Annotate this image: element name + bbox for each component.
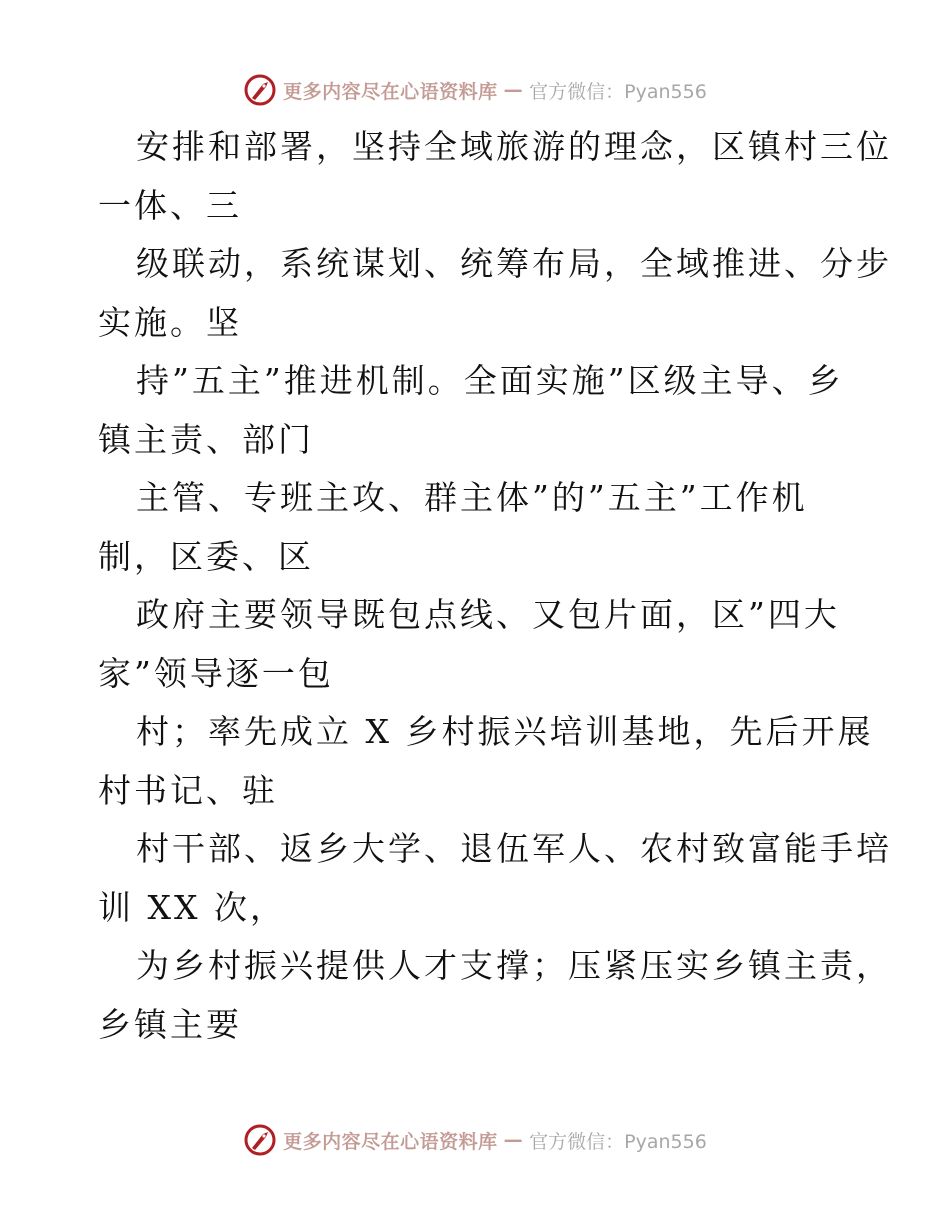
line-continuation: 乡镇主要	[98, 1004, 242, 1044]
footer-watermark	[0, 1120, 950, 1160]
header-watermark-row	[243, 73, 707, 107]
footer-watermark-main: 更多内容尽在心语资料库	[283, 1130, 498, 1153]
footer-watermark-row	[243, 1123, 707, 1157]
line-continuation: 实施。坚	[98, 302, 242, 342]
header-watermark-main: 更多内容尽在心语资料库	[283, 80, 498, 103]
header-watermark	[0, 70, 950, 110]
paragraph-line	[98, 235, 892, 352]
paragraph-line	[98, 469, 878, 586]
line-continuation: 训 XX 次，	[98, 887, 286, 927]
line-start: 主管、专班主攻、群主体”的”五主”工作机	[136, 478, 808, 517]
paragraph-line	[98, 352, 878, 469]
pen-nib-logo-icon	[243, 73, 277, 107]
line-continuation: 家”领导逐一包	[98, 653, 334, 693]
line-start: 政府主要领导既包点线、又包片面，区”四大	[136, 595, 840, 634]
line-start: 持”五主”推进机制。全面实施”区级主导、乡	[136, 361, 844, 400]
line-start: 村；率先成立 X 乡村振兴培训基地，先后开展	[136, 712, 874, 751]
line-continuation: 镇主责、部门	[98, 419, 314, 459]
paragraph-line	[98, 586, 878, 703]
line-continuation: 一体、三	[98, 185, 242, 225]
line-start: 村干部、返乡大学、退伍军人、农村致富能手培	[136, 829, 892, 868]
line-start: 级联动，系统谋划、统筹布局，全域推进、分步	[136, 244, 892, 283]
document-body	[98, 118, 892, 1054]
header-watermark-dash: —	[503, 79, 524, 101]
paragraph-line	[98, 703, 878, 820]
pen-nib-logo-icon	[243, 1123, 277, 1157]
line-continuation: 制，区委、区	[98, 536, 314, 576]
paragraph-line	[98, 820, 892, 937]
paragraph-line	[98, 118, 892, 235]
line-start: 安排和部署，坚持全域旅游的理念，区镇村三位	[136, 127, 892, 166]
footer-watermark-dash: —	[503, 1129, 524, 1151]
footer-watermark-wechat: 官方微信：Pyan556	[529, 1130, 707, 1153]
paragraph-line	[98, 937, 892, 1054]
header-watermark-wechat: 官方微信：Pyan556	[529, 80, 707, 103]
line-continuation: 村书记、驻	[98, 770, 278, 810]
line-start: 为乡村振兴提供人才支撑；压紧压实乡镇主责，	[136, 946, 892, 985]
